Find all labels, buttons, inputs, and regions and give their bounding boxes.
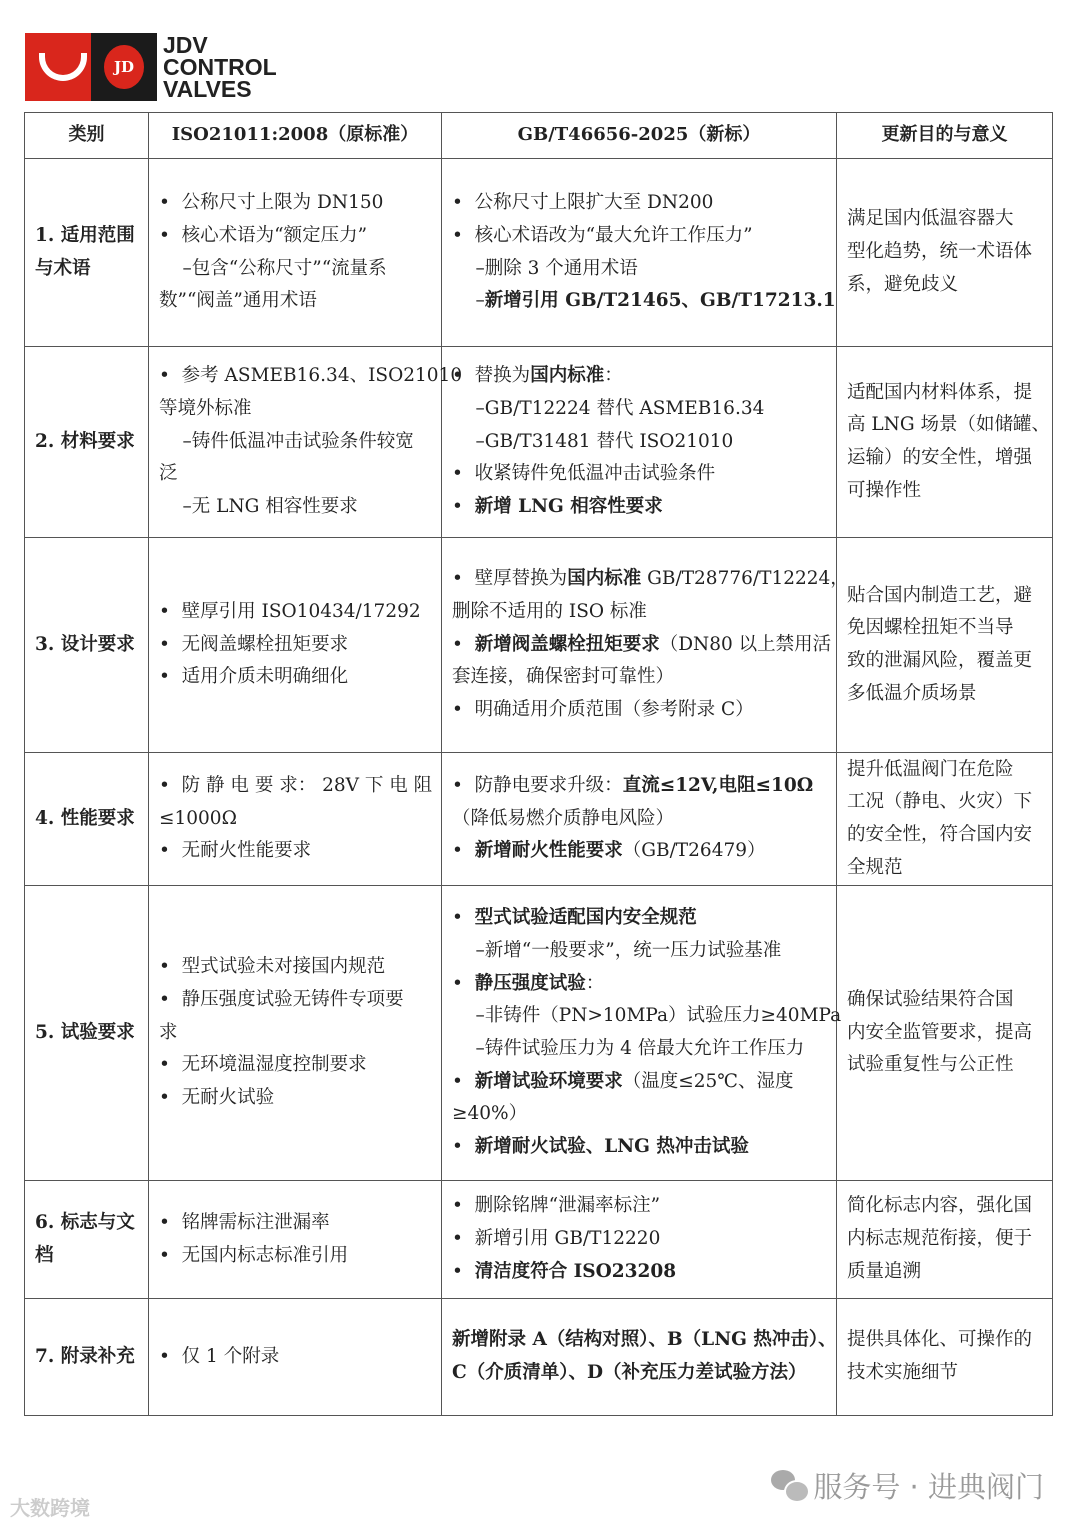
cell-line — [452, 1357, 826, 1390]
text: • 静压强度试验无铸件专项要 — [159, 988, 404, 1010]
text: • 壁厚引用 ISO10434/17292 — [159, 600, 421, 622]
corner-watermark: 大数跨境 — [10, 1496, 90, 1520]
header-purpose: 更新目的与意义 — [837, 113, 1053, 159]
bold-text: 新增耐火性能要求 — [474, 840, 623, 862]
cell-line — [452, 835, 826, 868]
cell-line — [452, 770, 826, 803]
bold-text: 清洁度符合 ISO23208 — [474, 1260, 677, 1282]
text: 运输）的安全性，增强 — [847, 447, 1033, 468]
new-standard-cell — [442, 538, 849, 753]
cell-line — [452, 393, 826, 426]
cell-line — [452, 694, 826, 727]
text: 质量追溯 — [847, 1260, 922, 1282]
bold-text: 5. 试验要求 — [35, 1021, 135, 1043]
text: –非铸件（PN>10MPa）试验压力≥40MPa — [452, 1005, 842, 1027]
bold-text: 新增耐火试验、LNG 热冲击试验 — [474, 1136, 749, 1158]
cell-line — [847, 645, 1042, 678]
category-cell — [25, 159, 149, 347]
text: 内安全监管要求，提高 — [847, 1021, 1033, 1043]
text: • 核心术语改为“最大允许工作压力” — [452, 224, 753, 246]
text: （GB/T26479） — [622, 840, 766, 862]
text: • — [452, 633, 475, 655]
bold-text: 6. 标志与文 — [35, 1211, 135, 1233]
text: 满足国内低温容器大 — [847, 208, 1014, 230]
old-standard-cell — [149, 347, 463, 538]
text: –铸件低温冲击试验条件较宽 — [159, 430, 414, 452]
text: 高 LNG 场景（如储罐、 — [847, 414, 1051, 436]
text: –GB/T12224 替代 ASMEB16.34 — [452, 397, 765, 419]
wechat-service-watermark — [771, 1465, 1044, 1506]
text: 工况（静电、火灾）下 — [847, 791, 1033, 813]
cell-line — [847, 786, 1042, 819]
text: –无 LNG 相容性要求 — [159, 496, 358, 518]
text: • 收紧铸件免低温冲击试验条件 — [452, 463, 716, 485]
cell-line — [452, 1066, 826, 1099]
new-standard-cell — [442, 1299, 837, 1416]
text: • — [452, 972, 475, 994]
old-standard-cell — [149, 753, 442, 886]
cell-line — [159, 187, 431, 220]
cell-line — [847, 1357, 1042, 1390]
text: • 防静电要求升级： — [452, 774, 623, 796]
cell-line — [35, 803, 138, 836]
text: 免因螺栓扭矩不当导 — [847, 617, 1014, 639]
text: 等境外标准 — [159, 397, 252, 419]
text: 套连接，确保密封可靠性） — [452, 666, 675, 688]
text: 可操作性 — [847, 479, 922, 501]
new-standard-cell — [442, 1181, 837, 1299]
cell-line — [159, 661, 431, 694]
new-standard-cell — [442, 347, 837, 538]
purpose-cell — [837, 538, 1053, 753]
bold-text: 档 — [35, 1244, 54, 1266]
text: • 无国内标志标准引用 — [159, 1244, 349, 1266]
text: • 核心术语为“额定压力” — [159, 224, 368, 246]
category-cell — [25, 886, 149, 1181]
cell-line — [35, 220, 138, 253]
new-standard-cell — [442, 753, 837, 886]
text: • 新增引用 GB/T12220 — [452, 1228, 661, 1250]
cell-line — [35, 629, 138, 662]
cell-line — [159, 360, 463, 393]
bold-text: 新增阀盖螺栓扭矩要求 — [474, 633, 660, 655]
text: • 公称尺寸上限扩大至 DN200 — [452, 192, 714, 214]
bold-text: 静压强度试验 — [474, 972, 586, 994]
text: 删除不适用的 ISO 标准 — [452, 600, 647, 622]
text: ： — [604, 365, 623, 387]
cell-line — [847, 852, 1042, 885]
bold-text: 新增试验环境要求 — [474, 1070, 623, 1092]
cell-line — [452, 661, 826, 694]
bold-text: 直流≤12V,电阻≤10Ω — [622, 774, 814, 796]
cell-line — [35, 1341, 138, 1374]
bold-text: 新增 LNG 相容性要求 — [474, 496, 663, 518]
text: • 铭牌需标注泄漏率 — [159, 1211, 330, 1233]
cell-line — [847, 612, 1042, 645]
cell-line — [159, 984, 431, 1017]
category-cell — [25, 1299, 149, 1416]
bold-text: 与术语 — [35, 257, 91, 279]
cell-line — [847, 203, 1042, 236]
text: • 明确适用介质范围（参考附录 C） — [452, 699, 754, 721]
cell-line — [452, 458, 826, 491]
bold-text: 3. 设计要求 — [35, 633, 135, 655]
cell-line — [159, 770, 431, 803]
text: • 适用介质未明确细化 — [159, 666, 349, 688]
purpose-cell — [837, 1181, 1053, 1299]
cell-line — [35, 426, 138, 459]
bold-text: 新增引用 GB/T21465、GB/T17213.1 — [484, 290, 836, 312]
cell-line — [452, 629, 832, 662]
cell-line — [159, 1341, 431, 1374]
cell-line — [35, 253, 138, 286]
cell-line — [452, 426, 826, 459]
cell-line — [452, 187, 826, 220]
purpose-cell — [837, 753, 1053, 886]
cell-line — [847, 984, 1042, 1017]
cell-line — [452, 285, 836, 318]
bold-text: 新增附录 A（结构对照）、B（LNG 热冲击）、 — [452, 1329, 837, 1351]
table-row — [25, 1181, 1053, 1299]
table-row — [25, 1299, 1053, 1416]
cell-line — [847, 1017, 1042, 1050]
purpose-cell — [837, 886, 1053, 1181]
cell-line — [452, 491, 826, 524]
cell-line — [159, 1240, 431, 1273]
cell-line — [159, 803, 431, 836]
old-standard-cell — [149, 1181, 442, 1299]
text: • — [452, 1260, 475, 1282]
category-cell — [25, 1181, 149, 1299]
cell-line — [452, 1324, 837, 1357]
cell-line — [847, 1256, 1042, 1289]
text: • 参考 ASMEB16.34、ISO21010 — [159, 365, 463, 387]
logo-text: JDV CONTROL VALVES — [163, 32, 277, 102]
cell-line — [159, 426, 431, 459]
cell-line — [452, 563, 849, 596]
text: 求 — [159, 1021, 178, 1043]
cell-line — [847, 475, 1042, 508]
text: • 删除铭牌“泄漏率标注” — [452, 1195, 661, 1217]
cell-line — [159, 596, 431, 629]
header-new-standard: GB/T46656-2025（新标） — [442, 113, 837, 159]
wechat-icon — [771, 1470, 807, 1502]
table-row — [25, 753, 1053, 886]
category-cell — [25, 753, 149, 886]
text: • 仅 1 个附录 — [159, 1345, 280, 1367]
cell-line — [159, 1082, 431, 1115]
cell-line — [452, 253, 826, 286]
service-account-text: 服务号 · 进典阀门 — [813, 1470, 1044, 1504]
text: • 壁厚替换为 — [452, 568, 568, 590]
cell-line — [159, 1049, 431, 1082]
table-row — [25, 538, 1053, 753]
cell-line — [847, 409, 1051, 442]
text: 系，避免歧义 — [847, 273, 959, 295]
header-old-standard: ISO21011:2008（原标准） — [149, 113, 442, 159]
text: （温度≤25℃、湿度 — [622, 1070, 794, 1092]
text: • 防 静 电 要 求： 28V 下 电 阻 — [159, 774, 433, 796]
text: –铸件试验压力为 4 倍最大允许工作压力 — [452, 1038, 805, 1059]
purpose-cell — [837, 1299, 1053, 1416]
new-standard-cell — [442, 159, 837, 347]
cell-line — [35, 1240, 138, 1273]
cell-line — [847, 442, 1042, 475]
cell-line — [847, 236, 1042, 269]
cell-line — [159, 835, 431, 868]
text: 试验重复性与公正性 — [847, 1054, 1014, 1076]
text: • — [452, 496, 475, 518]
cell-line — [452, 360, 826, 393]
cell-line — [847, 1049, 1042, 1082]
cell-line — [159, 1017, 431, 1050]
cell-line — [847, 1223, 1042, 1256]
text: • 无耐火性能要求 — [159, 840, 312, 862]
text: • 无环境温湿度控制要求 — [159, 1054, 367, 1076]
bold-text: C（介质清单）、D（补充压力差试验方法） — [452, 1362, 807, 1383]
cell-line — [452, 1000, 842, 1033]
header-category: 类别 — [25, 113, 149, 159]
cell-line — [452, 1190, 826, 1223]
bold-text: 型式试验适配国内安全规范 — [474, 907, 697, 929]
text: 提供具体化、可操作的 — [847, 1329, 1033, 1351]
cell-line — [847, 754, 1042, 787]
text: GB/T28776/T12224， — [641, 568, 849, 590]
text: 技术实施细节 — [847, 1362, 959, 1383]
old-standard-cell — [149, 1299, 442, 1416]
text: 确保试验结果符合国 — [847, 988, 1014, 1010]
table-header-row — [25, 113, 1053, 159]
cell-line — [847, 269, 1042, 302]
text: 适配国内材料体系，提 — [847, 381, 1033, 403]
smile-logo-icon — [25, 33, 91, 101]
bold-text: 4. 性能要求 — [35, 807, 135, 829]
cell-line — [452, 902, 826, 935]
cell-line — [452, 596, 826, 629]
cell-line — [847, 580, 1042, 613]
purpose-cell — [837, 159, 1053, 347]
table-row — [25, 347, 1053, 538]
category-cell — [25, 538, 149, 753]
cell-line — [159, 951, 431, 984]
text: –包含“公称尺寸”“流量系 — [159, 257, 387, 279]
text: • — [452, 840, 475, 862]
text: • — [452, 907, 475, 929]
text: 多低温介质场景 — [847, 682, 977, 704]
text: 泛 — [159, 463, 178, 485]
text: –新增“一般要求”，统一压力试验基准 — [452, 939, 782, 961]
text: • 公称尺寸上限为 DN150 — [159, 192, 384, 214]
cell-line — [159, 220, 431, 253]
cell-line — [159, 1207, 431, 1240]
text: 数”“阀盖”通用术语 — [159, 290, 317, 312]
cell-line — [159, 253, 431, 286]
cell-line — [452, 935, 826, 968]
text: – — [452, 290, 485, 312]
old-standard-cell — [149, 886, 442, 1181]
text: –删除 3 个通用术语 — [452, 257, 638, 279]
text: 致的泄漏风险，覆盖更 — [847, 650, 1033, 671]
cell-line — [452, 1256, 826, 1289]
text: 全规范 — [847, 856, 903, 878]
new-standard-cell — [442, 886, 842, 1181]
cell-line — [159, 458, 431, 491]
bold-text: 7. 附录补充 — [35, 1345, 135, 1367]
cell-line — [452, 1131, 826, 1164]
cell-line — [159, 393, 431, 426]
jd-emblem-icon: JD — [91, 33, 157, 101]
table-row — [25, 886, 1053, 1181]
text: 贴合国内制造工艺，避 — [847, 584, 1033, 606]
text: ≥40%） — [452, 1103, 528, 1125]
text: ： — [585, 972, 605, 994]
cell-line — [452, 1033, 826, 1066]
category-cell — [25, 347, 149, 538]
company-logo — [25, 33, 277, 101]
text: 提升低温阀门在危险 — [847, 758, 1014, 780]
cell-line — [847, 1190, 1042, 1223]
text: • 型式试验未对接国内规范 — [159, 956, 386, 978]
bold-text: 1. 适用范围 — [35, 224, 135, 246]
standards-comparison-table — [24, 112, 1053, 1416]
cell-line — [35, 1017, 138, 1050]
purpose-cell — [837, 347, 1053, 538]
text: 的安全性，符合国内安 — [847, 824, 1033, 845]
text: 简化标志内容，强化国 — [847, 1195, 1033, 1217]
cell-line — [159, 629, 431, 662]
text: • 替换为 — [452, 365, 531, 387]
cell-line — [159, 491, 431, 524]
text: ≤1000Ω — [159, 807, 237, 829]
text: • — [452, 1070, 475, 1092]
text: • — [452, 1136, 475, 1158]
cell-line — [35, 1207, 138, 1240]
cell-line — [847, 678, 1042, 711]
text: • 无阀盖螺栓扭矩要求 — [159, 633, 349, 655]
cell-line — [452, 803, 826, 836]
bold-text: 国内标准 — [567, 568, 642, 590]
cell-line — [847, 377, 1042, 410]
bold-text: 2. 材料要求 — [35, 430, 135, 452]
cell-line — [159, 285, 431, 318]
text: 型化趋势，统一术语体 — [847, 241, 1033, 263]
old-standard-cell — [149, 159, 442, 347]
cell-line — [452, 968, 826, 1001]
cell-line — [452, 1098, 826, 1131]
text: （降低易燃介质静电风险） — [452, 807, 675, 829]
cell-line — [847, 819, 1042, 852]
cell-line — [452, 220, 826, 253]
old-standard-cell — [149, 538, 442, 753]
table-row — [25, 159, 1053, 347]
cell-line — [452, 1223, 826, 1256]
bold-text: 国内标准 — [530, 365, 605, 387]
text: （DN80 以上禁用活 — [659, 633, 832, 655]
text: 内标志规范衔接，便于 — [847, 1228, 1033, 1250]
text: • 无耐火试验 — [159, 1087, 275, 1109]
text: –GB/T31481 替代 ISO21010 — [452, 430, 734, 452]
cell-line — [847, 1324, 1042, 1357]
